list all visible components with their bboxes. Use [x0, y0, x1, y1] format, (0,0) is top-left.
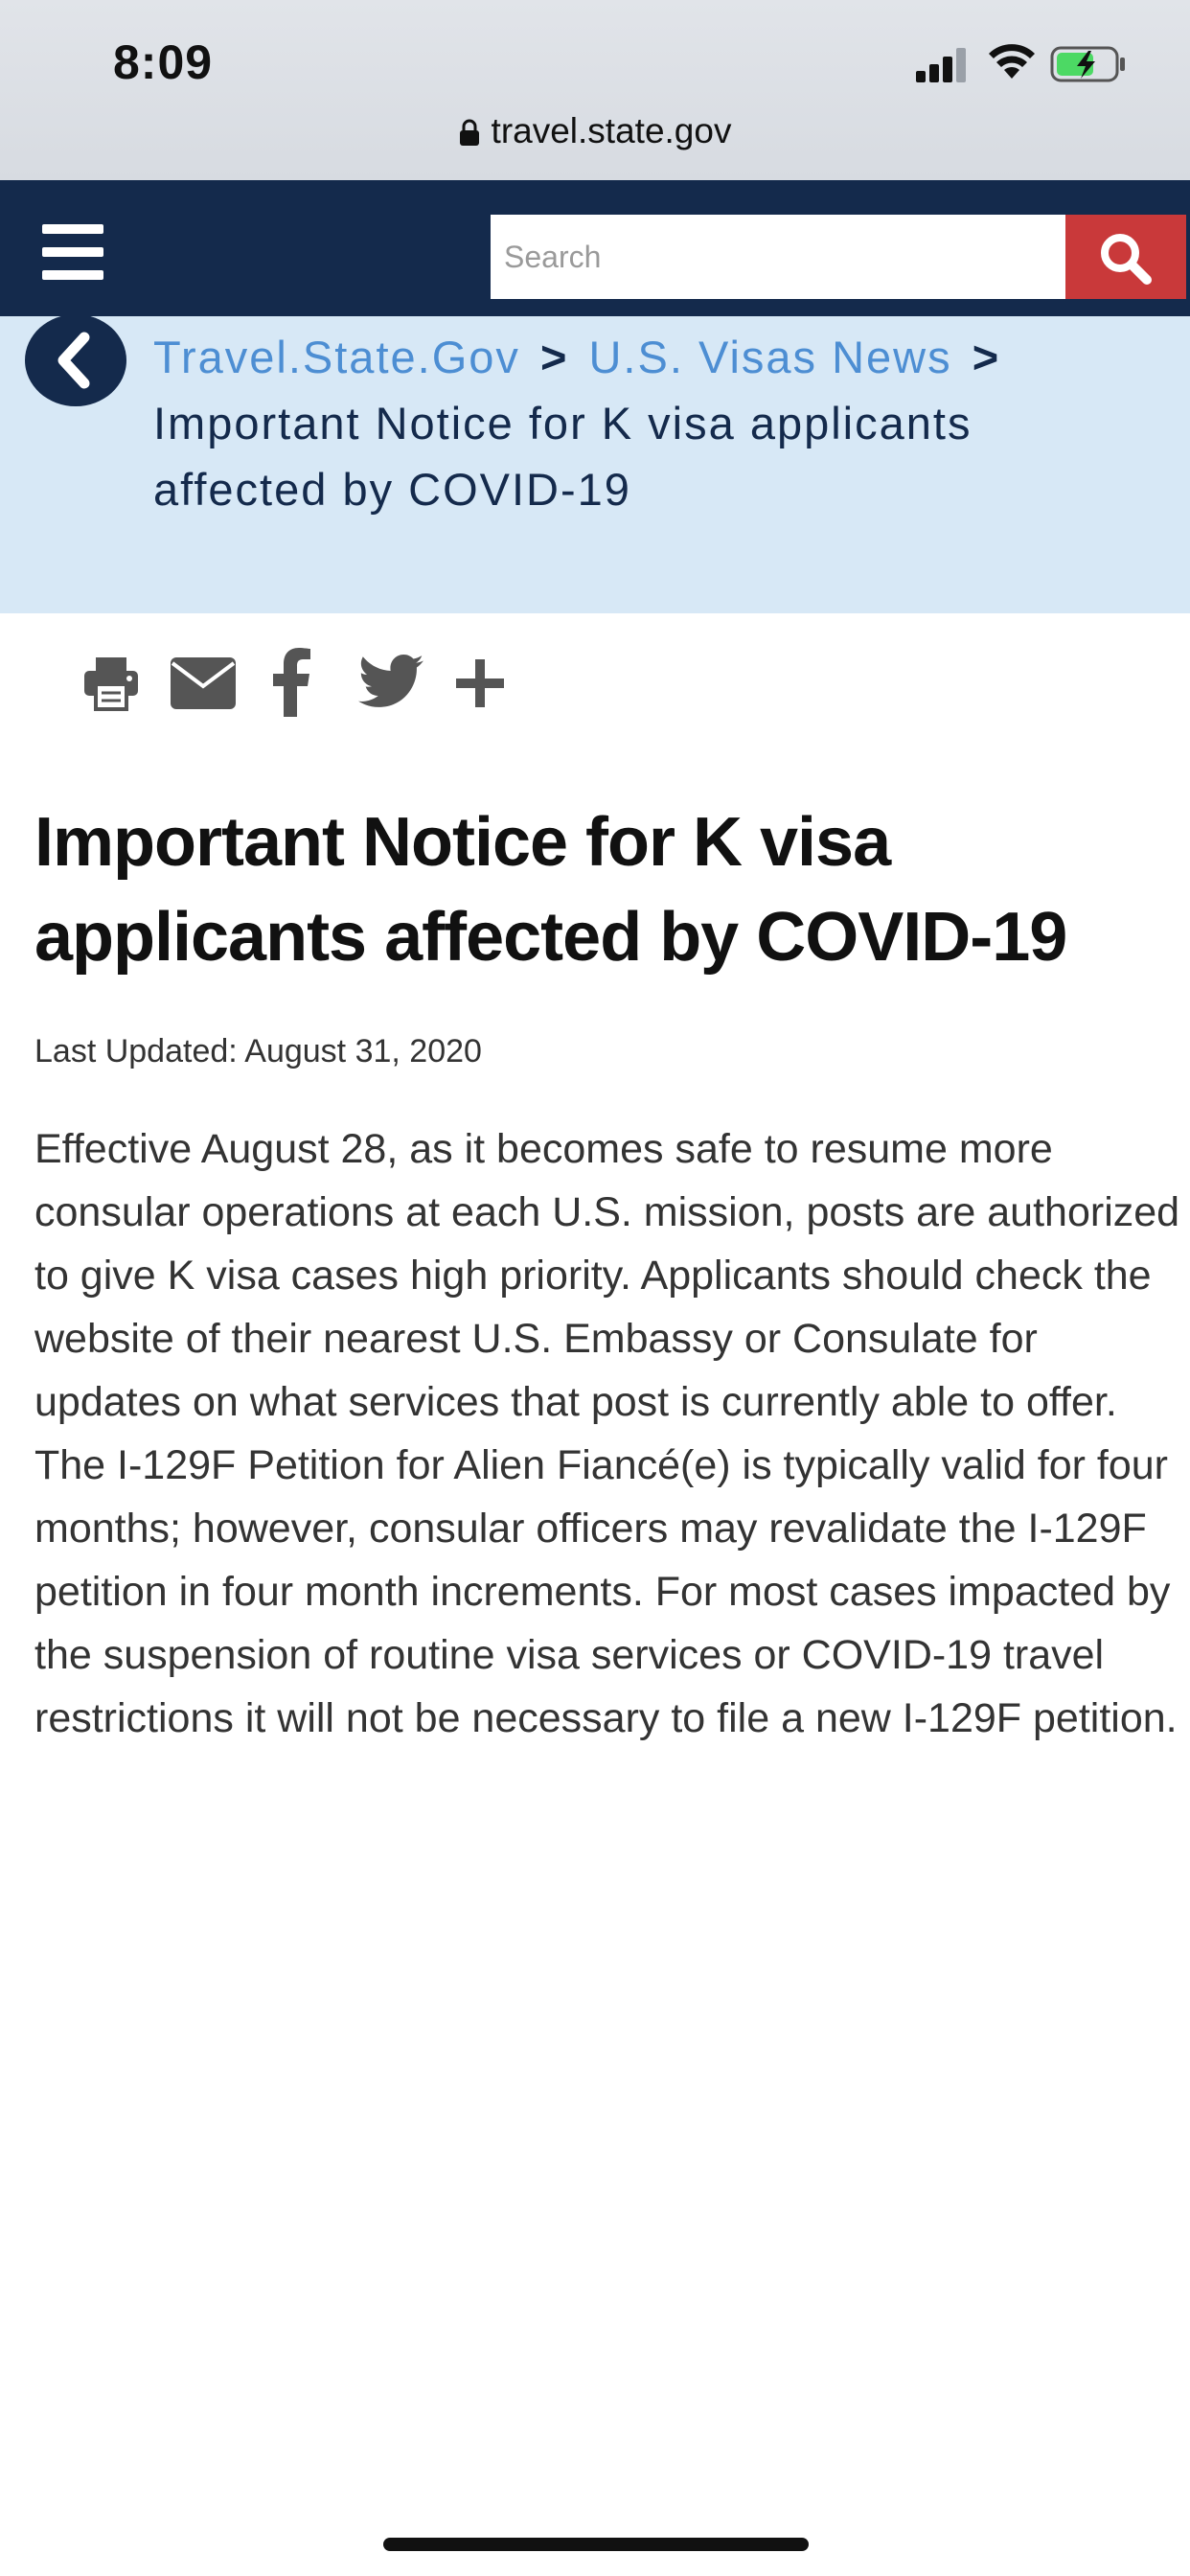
plus-icon[interactable] — [456, 659, 504, 707]
home-indicator — [383, 2538, 809, 2551]
email-icon[interactable] — [171, 657, 236, 709]
signal-icon — [916, 48, 970, 82]
battery-charging-icon — [1050, 46, 1127, 82]
breadcrumb-current: Important Notice for K visa applicants affected by COVID-19 — [153, 398, 973, 515]
search-button[interactable] — [1065, 215, 1186, 299]
chevron-left-icon — [52, 332, 94, 389]
top-navbar — [0, 180, 1190, 316]
status-bar — [0, 0, 1190, 180]
wifi-icon — [987, 42, 1037, 80]
breadcrumb-separator: > — [539, 332, 569, 382]
breadcrumb-link-travel-state-gov[interactable]: Travel.State.Gov — [153, 332, 520, 382]
print-icon[interactable] — [82, 654, 140, 711]
lock-icon — [459, 118, 480, 147]
breadcrumb-link-us-visas-news[interactable]: U.S. Visas News — [588, 332, 952, 382]
search-input[interactable] — [491, 215, 1065, 299]
twitter-icon[interactable] — [358, 654, 423, 709]
back-button[interactable] — [25, 314, 126, 406]
facebook-icon[interactable] — [272, 648, 310, 717]
search-icon — [1097, 230, 1155, 288]
breadcrumb — [153, 324, 1150, 522]
page-title: Important Notice for K visa applicants affected by COVID-19 — [34, 804, 1067, 976]
hamburger-menu-icon[interactable] — [42, 224, 103, 280]
address-bar[interactable] — [0, 111, 1190, 151]
url-text: travel.state.gov — [491, 111, 732, 150]
status-time: 8:09 — [113, 35, 214, 89]
article-body: Effective August 28, as it becomes safe to resume more consular operations at each U.S. mission, posts are authorized to give K visa cases high priority. Applicants should check the website of their nearest U.S. Embassy or Consulate for updates on what services that post is currently able to offer. The I-129F Petition for Alien Fiancé(e) is typically valid for four months; however, consular officers may revalidate the I-129F petition in four month increments. For most cases impacted by the suspension of routine visa services or COVID-19 travel restrictions it will not be necessary to file a new I-129F petition. — [34, 1126, 1180, 1741]
breadcrumb-separator: > — [972, 332, 1001, 382]
last-updated: Last Updated: August 31, 2020 — [34, 1033, 482, 1070]
